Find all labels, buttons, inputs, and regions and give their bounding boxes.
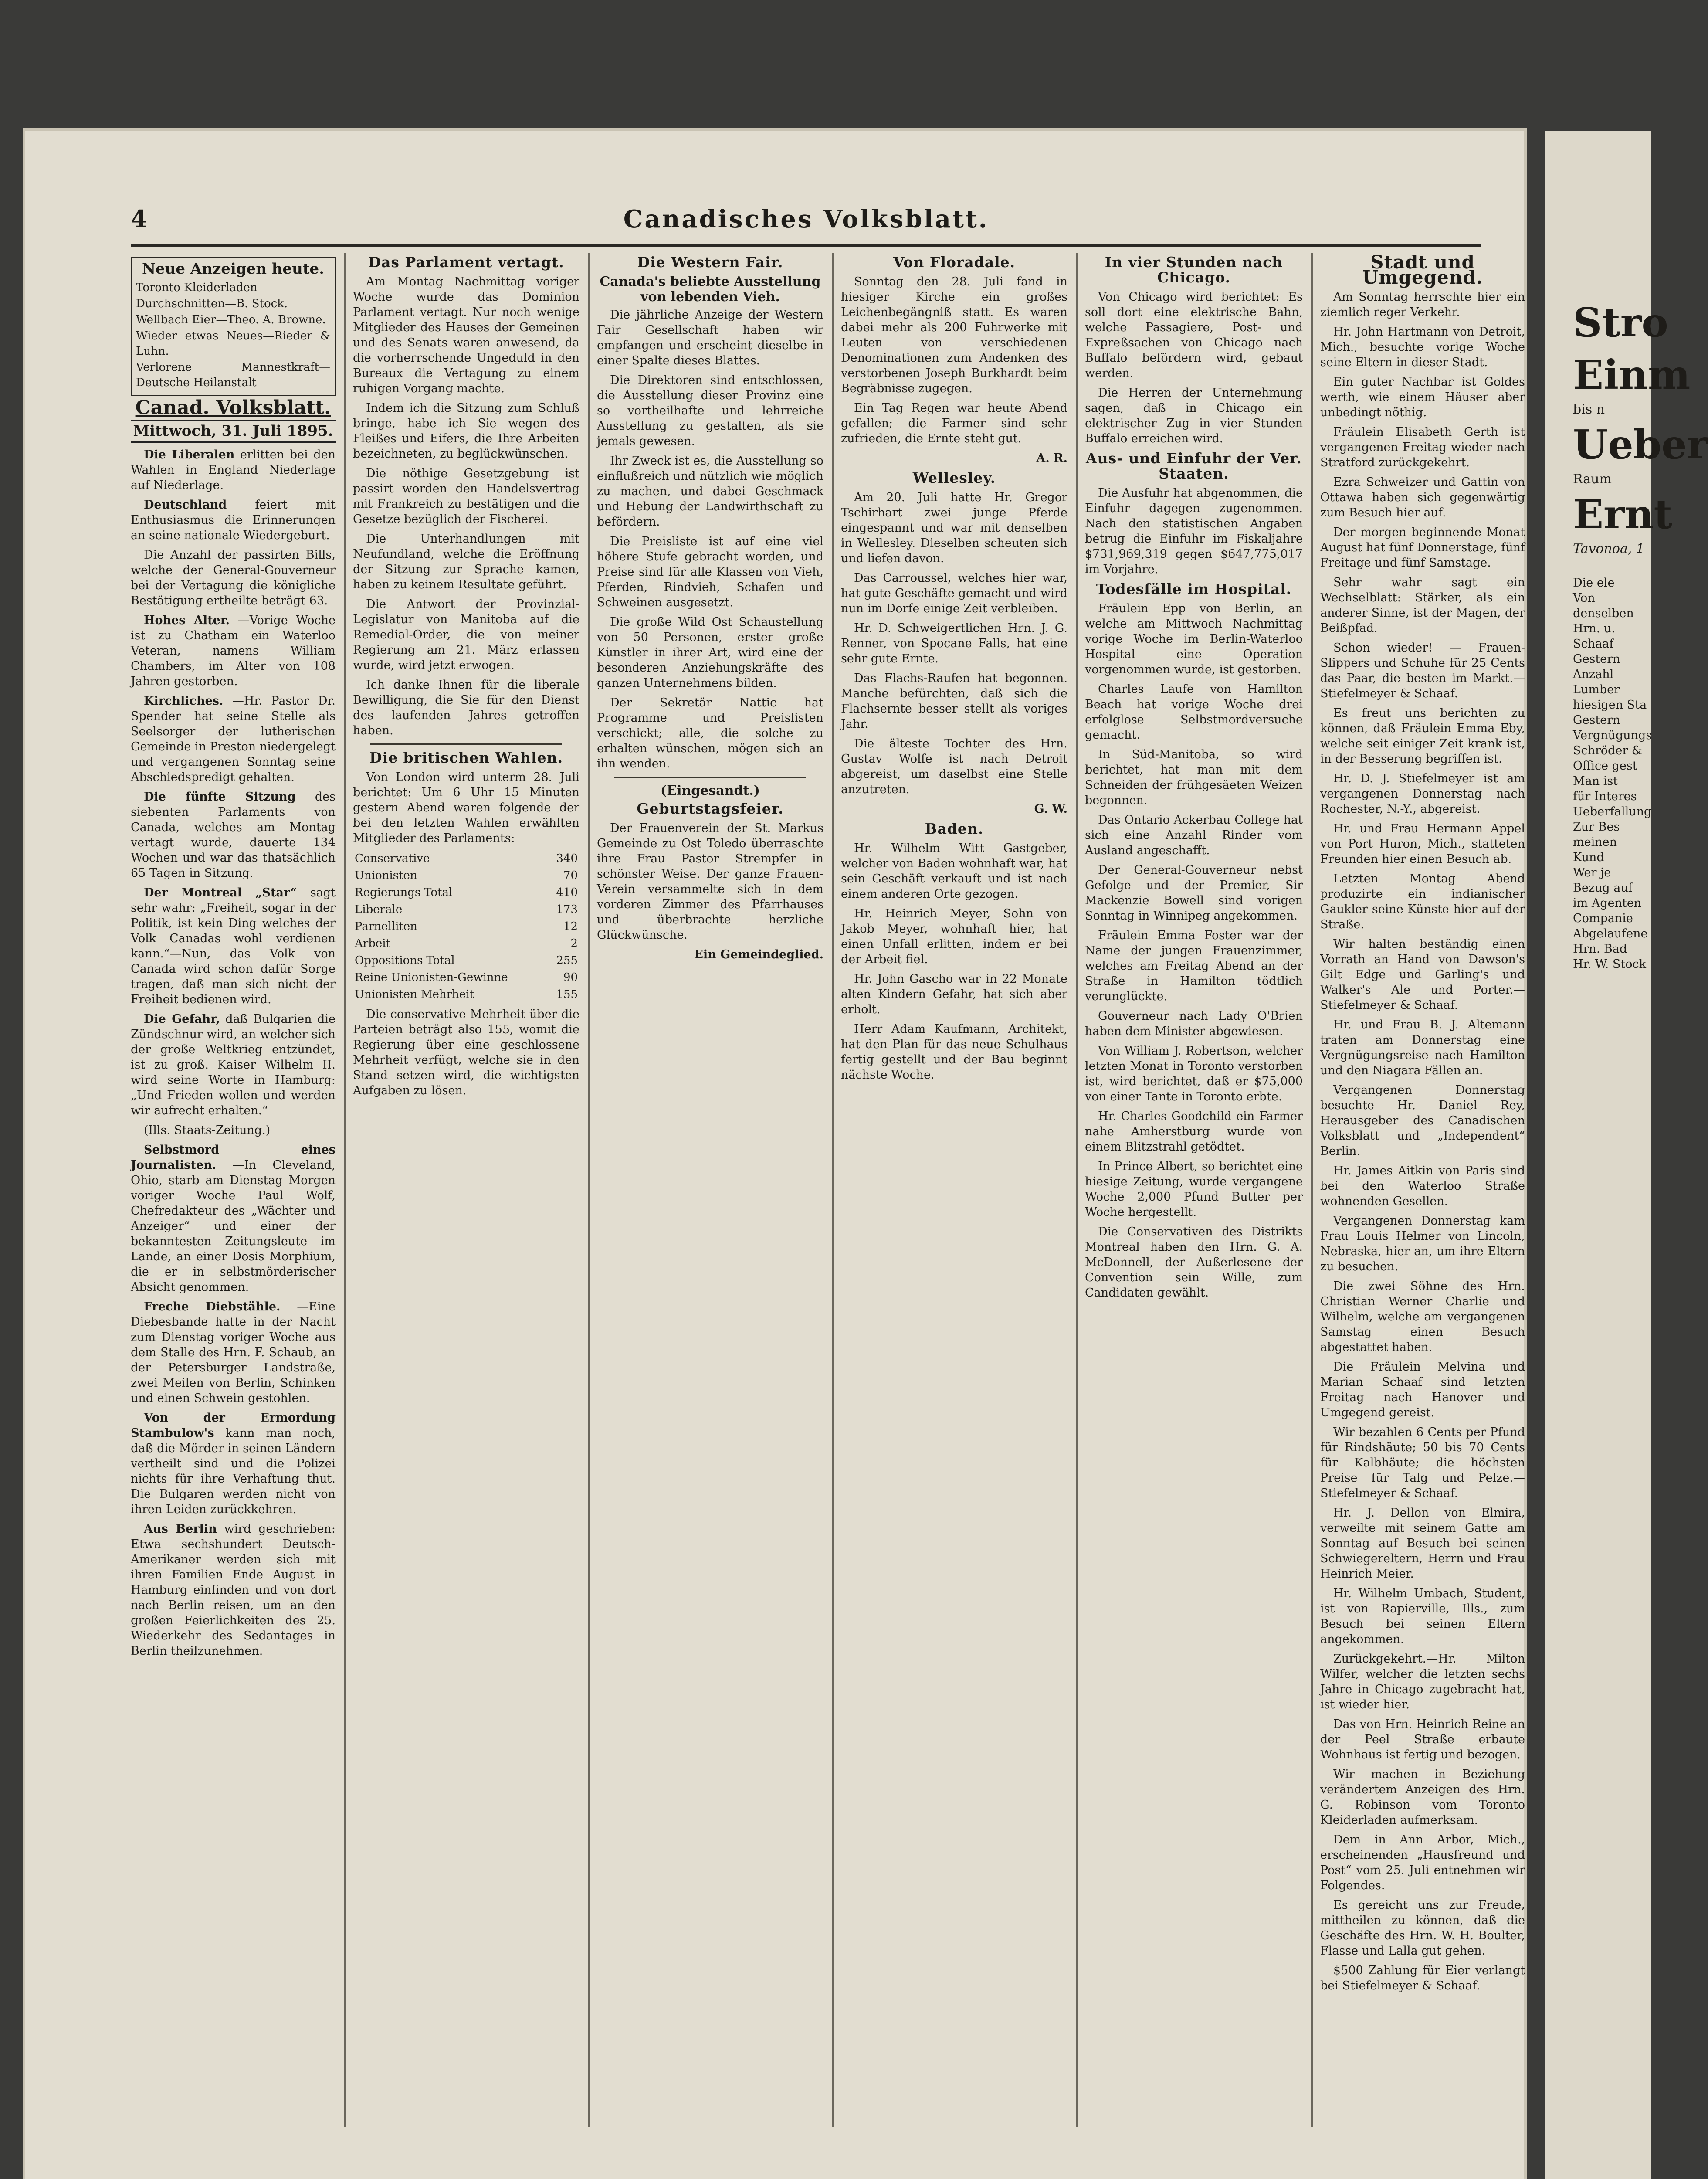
- adjacent-text-fragment: Hrn. u. Schaaf: [1573, 622, 1615, 651]
- hospital-paragraph: Der General-Gouverneur nebst Gefolge und der Premier, Sir Mackenzie Bowell sind vorigen Sonntag in Winnipeg angekommen.: [1085, 863, 1303, 923]
- column-5: [1085, 253, 1303, 2127]
- new-ad-entry: Toronto Kleiderladen—: [136, 281, 269, 294]
- seat-count: 155: [556, 988, 578, 1001]
- result-row: [353, 867, 580, 884]
- adjacent-text-fragment: Wer je: [1573, 866, 1611, 879]
- news-item: [131, 1142, 336, 1295]
- news-item: [131, 789, 336, 881]
- parliament-paragraph: Am Montag Nachmittag voriger Woche wurde das Dominion Parlament vertagt. Nur noch wenige Mitglieder des Hauses der Gemeinen und des Senats waren anwesend, da die vorherrschende Ungeduld in den Bureaux die Vertagung zu einem ruhigen Vorgang machte.: [353, 275, 580, 395]
- news-item-text: des siebenten Parlaments von Canada, welches am Montag vertagt wurde, dauerte 134 Wochen und war das thatsächlich 65 Tagen in Sitzung.: [131, 790, 336, 880]
- column-divider: [1076, 253, 1078, 2127]
- local-news-item: Die zwei Söhne des Hrn. Christian Werner Charlie und Wilhelm, welche am vergangenen Samstag einen Besuch abgestattet haben.: [1320, 1280, 1525, 1354]
- adjacent-text-fragment: Schröder &: [1573, 744, 1642, 757]
- local-news-item: Vergangenen Donnerstag besuchte Hr. Daniel Rey, Herausgeber des Canadischen Volksblatt und „Independent“ Berlin.: [1320, 1083, 1525, 1158]
- masthead-rule: [131, 244, 1481, 247]
- adjacent-text-fragment: Hr. W. Stock: [1573, 957, 1646, 971]
- chicago-paragraph: Von Chicago wird berichtet: Es soll dort eine elektrische Bahn, welche Passagiere, Post- und Expreßsachen von Chicago nach Buffalo befördern wird, gebaut werden.: [1085, 290, 1303, 380]
- wellesley-paragraph: Die älteste Tochter des Hrn. Gustav Wolfe ist nach Detroit abgereist, um daselbst eine Stelle anzutreten.: [841, 737, 1068, 796]
- column-2: [353, 253, 580, 2127]
- column-1: [131, 253, 336, 2127]
- column-divider: [1312, 253, 1313, 2127]
- local-news-item: Fräulein Elisabeth Gerth ist vergangenen Freitag wieder nach Stratford zurückgekehrt.: [1320, 425, 1525, 469]
- local-news-item: Das von Hrn. Heinrich Reine an der Peel Straße erbaute Wohnhaus ist fertig und bezogen.: [1320, 1717, 1525, 1762]
- local-news-item: Ezra Schweizer und Gattin von Ottawa haben sich gegenwärtig zum Besuch hier auf.: [1320, 475, 1525, 519]
- news-item-text: wird geschrieben: Etwa sechshundert Deutsch-Amerikaner werden sich mit ihren Familien Ende August in Hamburg einfinden und von dort nach Berlin reisen, um an den großen Feierlichkeiten des 25. Wiederkehr des Sedantages in Berlin theilzunehmen.: [131, 1522, 336, 1658]
- news-item-text: sagt sehr wahr: „Freiheit, sogar in der Politik, ist kein Ding welches der Volk Canadas wohl verdienen kann.“—Nun, das Volk von Canada wird schon dafür Sorge tragen, daß man sich nicht der Freiheit bedienen wird.: [131, 886, 336, 1006]
- chicago-headline: In vier Stunden nach Chicago.: [1105, 254, 1283, 286]
- elections-closing: Die conservative Mehrheit über die Parteien beträgt also 155, womit die Regierung über eine geschlossene Mehrheit verfügt, welche sie in den Stand setzen wird, die wichtigsten Aufgaben zu lösen.: [353, 1008, 580, 1097]
- news-item-lead: Die Gefahr,: [144, 1012, 220, 1026]
- adjacent-text-fragment: Anzahl Lumber: [1573, 668, 1620, 696]
- hospital-paragraph: Hr. Charles Goodchild ein Farmer nahe Amherstburg wurde von einem Blitzstrahl getödtet.: [1085, 1110, 1303, 1154]
- wellesley-paragraph: Am 20. Juli hatte Hr. Gregor Tschirhart zwei junge Pferde eingespannt und war mit denselben in Wellesley. Dieselben scheuten sich und liefen davon.: [841, 491, 1068, 565]
- wellesley-paragraph: Das Carroussel, welches hier war, hat gute Geschäfte gemacht und wird nun im Dorfe einige Zeit verbleiben.: [841, 571, 1068, 615]
- floradale-headline: Von Floradale.: [893, 254, 1016, 271]
- adjacent-text-fragment: Bezug auf: [1573, 881, 1633, 895]
- news-item-lead: Die Liberalen: [144, 448, 235, 462]
- result-row: [353, 986, 580, 1003]
- adjacent-text-fragment: Abgelaufene: [1573, 927, 1648, 940]
- news-item-text: (Ills. Staats-Zeitung.): [144, 1123, 271, 1137]
- paper-title: Canadisches Volksblatt.: [623, 205, 989, 234]
- adjacent-text-fragment: Gestern: [1573, 652, 1620, 666]
- news-item-text: —Vorige Woche ist zu Chatham ein Waterloo Veteran, namens William Chambers, im Alter von 108 Jahren gestorben.: [131, 614, 336, 688]
- birthday-signoff: Ein Gemeindeglied.: [694, 948, 824, 961]
- local-news-item: Der morgen beginnende Monat August hat fünf Donnerstage, fünf Freitage und fünf Samstage.: [1320, 526, 1525, 570]
- elections-headline: Die britischen Wahlen.: [369, 749, 563, 766]
- news-item: [131, 693, 336, 785]
- parliament-paragraph: Die Antwort der Provinzial-Legislatur von Manitoba auf die Remedial-Order, die von meiner Regierung am 21. März erlassen wurde, wird jetzt erwogen.: [353, 597, 580, 672]
- result-row: [353, 969, 580, 986]
- chicago-paragraph: Die Herren der Unternehmung sagen, daß in Chicago ein elektrischer Zug in vier Stunden Buffalo erreichen wird.: [1085, 386, 1303, 445]
- adjacent-headline-5: Raum: [1573, 472, 1612, 487]
- news-item: [131, 885, 336, 1007]
- local-news-headline: Stadt und Umgegend.: [1362, 251, 1483, 288]
- news-item-lead: Von der Ermordung Stambulow's: [131, 1411, 336, 1440]
- news-item: [131, 497, 336, 543]
- seat-count: 173: [556, 903, 578, 916]
- wellesley-paragraph: Das Flachs-Raufen hat begonnen. Manche befürchten, daß sich die Flachsernte besser stellt als voriges Jahr.: [841, 672, 1068, 731]
- new-ad-entry: Verlorene Mannestkraft—Deutsche Heilanstalt: [136, 361, 330, 389]
- fair-paragraph: Die jährliche Anzeige der Western Fair Gesellschaft haben wir empfangen und erscheint dieselbe in einer Spalte dieses Blattes.: [597, 308, 824, 367]
- column-4: [841, 253, 1068, 2127]
- local-news-item: Am Sonntag herrschte hier ein ziemlich reger Verkehr.: [1320, 290, 1525, 319]
- seat-count: 410: [556, 886, 578, 899]
- volksblatt-nameplate: Canad. Volksblatt.: [135, 397, 331, 419]
- column-divider: [344, 253, 346, 2127]
- local-news-item: Zurückgekehrt.—Hr. Milton Wilfer, welcher die letzten sechs Jahre in Chicago zugebracht hat, ist wieder hier.: [1320, 1652, 1525, 1711]
- local-news-item: Hr. und Frau B. J. Altemann traten am Donnerstag eine Vergnügungsreise nach Hamilton und den Niagara Fällen an.: [1320, 1018, 1525, 1077]
- western-fair-headline: Die Western Fair.: [637, 254, 783, 271]
- adjacent-text-fragment: Companie: [1573, 912, 1633, 925]
- baden-paragraph: Hr. Wilhelm Witt Gastgeber, welcher von Baden wohnhaft war, hat sein Geschäft verkauft und ist nach einem anderen Orte gezogen.: [841, 842, 1068, 901]
- hospital-paragraph: Gouverneur nach Lady O'Brien haben dem Minister abgewiesen.: [1085, 1009, 1303, 1038]
- adjacent-headline-2: Einm: [1573, 351, 1691, 398]
- seat-count: 2: [570, 937, 578, 950]
- parliament-headline: Das Parlament vertagt.: [368, 254, 564, 271]
- adjacent-headline-1: Stro: [1573, 299, 1668, 346]
- local-news-item: Es gereicht uns zur Freude, mittheilen zu können, daß die Geschäfte des Hrn. W. H. Boulter, Flasse und Lalla gut gehen.: [1320, 1898, 1525, 1958]
- adjacent-headline-4: Ueber: [1573, 421, 1708, 468]
- news-item-lead: Deutschland: [144, 498, 227, 512]
- local-news-item: Ein guter Nachbar ist Goldes werth, wie einem Häuser aber unbedingt nöthig.: [1320, 375, 1525, 419]
- trade-text: Die Ausfuhr hat abgenommen, die Einfuhr dagegen zugenommen. Nach den statistischen Angaben betrug die Einfuhr im Fiskaljahre $731,969,319 gegen $647,775,017 im Vorjahre.: [1085, 486, 1303, 576]
- hospital-paragraph: Das Ontario Ackerbau College hat sich eine Anzahl Rinder vom Ausland angeschafft.: [1085, 813, 1303, 857]
- news-item-text: —Hr. Pastor Dr. Spender hat seine Stelle als Seelsorger der lutherischen Gemeinde in Preston niedergelegt und vergangenen Sonntag seine Abschiedspredigt gehalten.: [131, 694, 336, 784]
- result-row: [353, 935, 580, 952]
- party-name: Unionisten: [355, 869, 417, 882]
- adjacent-text-fragment: Die ele: [1573, 576, 1615, 590]
- news-item-lead: Aus Berlin: [144, 1522, 217, 1536]
- column-divider: [588, 253, 590, 2127]
- seat-count: 340: [556, 852, 578, 865]
- news-item: [131, 1410, 336, 1517]
- adjacent-text-fragment: Zur Bes: [1573, 820, 1620, 834]
- page-number: 4: [131, 205, 147, 233]
- local-news-item: $500 Zahlung für Eier verlangt bei Stiefelmeyer & Schaaf.: [1320, 1964, 1525, 1992]
- news-item-lead: Die fünfte Sitzung: [144, 790, 296, 804]
- baden-paragraph: Herr Adam Kaufmann, Architekt, hat den Plan für das neue Schulhaus fertig gestellt und der Bau beginnt nächste Woche.: [841, 1022, 1068, 1082]
- seat-count: 70: [563, 869, 578, 882]
- new-ad-entry: Wieder etwas Neues—Rieder & Luhn.: [136, 329, 330, 358]
- news-item-lead: Der Montreal „Star“: [144, 886, 297, 899]
- submitted-label: (Eingesandt.): [661, 783, 760, 798]
- masthead: [131, 205, 1481, 240]
- election-results-table: [353, 850, 580, 1003]
- adjacent-text-fragment: für Interes: [1573, 790, 1637, 803]
- fair-paragraph: Die große Wild Ost Schaustellung von 50 Personen, erster große Künstler in ihrer Art, wird eine der besonderen Anziehungskräfte des ganzen Unternehmens bilden.: [597, 615, 824, 690]
- adjacent-text-fragment: Von denselben: [1573, 591, 1634, 620]
- hospital-paragraph: In Süd-Manitoba, so wird berichtet, hat man mit dem Schneiden der frühgesäeten Weizen begonnen.: [1085, 748, 1303, 807]
- adjacent-text-fragment: meinen Kund: [1573, 835, 1617, 864]
- result-row: [353, 901, 580, 918]
- news-item: [131, 613, 336, 689]
- local-news-item: Hr. und Frau Hermann Appel von Port Huron, Mich., statteten Freunden hier einen Besuch ab.: [1320, 822, 1525, 866]
- news-item-lead: Freche Diebstähle.: [144, 1300, 281, 1314]
- local-news-item: Hr. D. J. Stiefelmeyer ist am vergangenen Donnerstag nach Rochester, N.-Y., abgereist.: [1320, 772, 1525, 816]
- section-rule: [370, 743, 562, 745]
- party-name: Reine Unionisten-Gewinne: [355, 971, 508, 984]
- parliament-paragraph: Indem ich die Sitzung zum Schluß bringe, habe ich Sie wegen des Fleißes und Eifers, die Ihre Arbeiten bezeichneten, zu beglückwünschen.: [353, 401, 580, 461]
- party-name: Parnelliten: [355, 920, 417, 933]
- fair-paragraph: Der Sekretär Nattic hat Programme und Preislisten verschickt; alle, die solche zu erhalten wünschen, mögen sich an ihn wenden.: [597, 696, 824, 770]
- news-item-lead: Selbstmord eines Journalisten.: [131, 1143, 336, 1172]
- party-name: Conservative: [355, 852, 430, 865]
- result-row: [353, 918, 580, 935]
- section-rule: [614, 777, 806, 778]
- new-ad-entry: Wellbach Eier—Theo. A. Browne.: [136, 313, 326, 326]
- local-news-item: Es freut uns berichten zu können, daß Fräulein Emma Eby, welche seit einiger Zeit krank ist, in der Besserung begriffen ist.: [1320, 706, 1525, 766]
- news-item-text: —Eine Diebesbande hatte in der Nacht zum Dienstag voriger Woche aus dem Stalle des Hrn. F. Schaub, an der Petersburger Landstraße, zwei Meilen von Berlin, Schinken und einen Schwein gestohlen.: [131, 1300, 336, 1405]
- local-news-item: Wir bezahlen 6 Cents per Pfund für Rindshäute; 50 bis 70 Cents für Kalbhäute; die höchsten Preise für Talg und Pelze.— Stiefelmeyer & Schaaf.: [1320, 1426, 1525, 1500]
- local-news-item: Hr. J. Dellon von Elmira, verweilte mit seinem Gatte am Sonntag auf Besuch bei seinen Schwiegereltern, Herrn und Frau Heinrich Meier.: [1320, 1506, 1525, 1581]
- issue-dateline: Mittwoch, 31. Juli 1895.: [131, 420, 336, 443]
- new-ad-entry: Durchschnitten—B. Stock.: [136, 297, 288, 310]
- new-ads-title: Neue Anzeigen heute.: [142, 260, 325, 278]
- news-item-text: —In Cleveland, Ohio, starb am Dienstag Morgen voriger Woche Paul Wolf, Chefredakteur des „Wächter und Anzeiger“ und einer der bekanntesten Zeitungsleute im Lande, an einer Dosis Morphium, die er in selbstmörderischer Absicht genommen.: [131, 1158, 336, 1294]
- adjacent-text-fragment: im Agenten: [1573, 896, 1642, 910]
- baden-paragraph: Hr. Heinrich Meyer, Sohn von Jakob Meyer, wohnhaft hier, hat einen Unfall erlitten, indem er bei der Arbeit fiel.: [841, 907, 1068, 966]
- adjacent-text-fragment: hiesigen Sta: [1573, 698, 1647, 712]
- news-item-lead: Kirchliches.: [144, 694, 224, 708]
- hospital-paragraph: Charles Laufe von Hamilton Beach hat vorige Woche drei erfolglose Selbstmordversuche gemacht.: [1085, 682, 1303, 742]
- adjacent-text-fragment: Man ist: [1573, 774, 1618, 788]
- elections-intro: Von London wird unterm 28. Juli berichtet: Um 6 Uhr 15 Minuten gestern Abend waren folgende der bei den letzten Wahlen erwählten Mitglieder des Parlaments:: [353, 770, 580, 845]
- parliament-paragraph: Ich danke Ihnen für die liberale Bewilligung, die Sie für den Dienst des laufenden Jahres getroffen haben.: [353, 678, 580, 737]
- hospital-paragraph: Von William J. Robertson, welcher letzten Monat in Toronto verstorben ist, wird berichtet, daß er $75,000 von einer Tante in Toronto erbte.: [1085, 1044, 1303, 1103]
- news-item-text: daß Bulgarien die Zündschnur wird, an welcher sich der große Weltkrieg entzündet, ist zu groß. Kaiser Wilhelm II. wird seine Worte in Hamburg: „Und Frieden wollen und werden wir aufrecht erhalten.“: [131, 1012, 336, 1117]
- local-news-item: Vergangenen Donnerstag kam Frau Louis Helmer von Lincoln, Nebraska, hier an, um ihre Eltern zu besuchen.: [1320, 1214, 1525, 1273]
- baden-paragraph: Hr. John Gascho war in 22 Monate alten Kindern Gefahr, hat sich aber erholt.: [841, 972, 1068, 1016]
- news-item: [131, 1011, 336, 1118]
- hospital-headline: Todesfälle im Hospital.: [1096, 580, 1292, 597]
- birthday-headline: Geburtstagsfeier.: [637, 800, 784, 817]
- parliament-paragraph: Die nöthige Gesetzgebung ist passirt worden den Handelsvertrag mit Frankreich zu bestätigen und die Gesetze bezüglich der Fischerei.: [353, 467, 580, 526]
- result-row: [353, 952, 580, 969]
- party-name: Unionisten Mehrheit: [355, 988, 474, 1001]
- adjacent-headline-3: bis n: [1573, 402, 1605, 417]
- news-item-text: Die Anzahl der passirten Bills, welche der General-Gouverneur bei der Vertagung die königliche Bestätigung ertheilte beträgt 63.: [131, 548, 336, 608]
- local-news-item: Wir machen in Beziehung verändertem Anzeigen des Hrn. G. Robinson vom Toronto Kleiderladen aufmerksam.: [1320, 1768, 1525, 1827]
- adjacent-text-fragment: Office gest: [1573, 759, 1637, 773]
- adjacent-headline-6: Ernt: [1573, 491, 1672, 538]
- result-row: [353, 884, 580, 901]
- news-item: [131, 1299, 336, 1406]
- seat-count: 12: [563, 920, 578, 933]
- fair-paragraph: Die Preisliste ist auf eine viel höhere Stufe gebracht worden, und Preise sind für alle Klassen von Vieh, Pferden, Rindvieh, Schafen und Schweinen ausgesetzt.: [597, 535, 824, 609]
- local-news-item: Letzten Montag Abend produzirte ein indianischer Gaukler seine Künste hier auf der Straße.: [1320, 872, 1525, 931]
- hospital-paragraph: Die Conservativen des Distrikts Montreal haben den Hrn. G. A. McDonnell, der Außerlesene der Convention sein Wille, zum Candidaten gewählt.: [1085, 1225, 1303, 1300]
- party-name: Arbeit: [355, 937, 390, 950]
- adjacent-text-fragment: Gestern: [1573, 713, 1620, 727]
- column-6: [1320, 253, 1525, 2127]
- column-divider: [832, 253, 834, 2127]
- news-item-text: erlitten bei den Wahlen in England Niederlage auf Niederlage.: [131, 448, 336, 492]
- local-news-item: Hr. John Hartmann von Detroit, Mich., besuchte vorige Woche seine Eltern in dieser Stadt.: [1320, 325, 1525, 369]
- local-news-item: Wir halten beständig einen Vorrath an Hand von Dawson's Gilt Edge und Garling's und Walker's Ale und Porter.— Stiefelmeyer & Schaaf.: [1320, 937, 1525, 1012]
- party-name: Regierungs-Total: [355, 886, 453, 899]
- result-row: [353, 850, 580, 867]
- birthday-text: Der Frauenverein der St. Markus Gemeinde zu Ost Toledo überraschte ihre Frau Pastor Strempfer in schönster Weise. Der ganze Frauen-Verein versammelte sich in dem vorderen Zimmer des Pfarrhauses und überbrachte herzliche Glückwünsche.: [597, 821, 824, 942]
- adjacent-page-headlines: [1573, 296, 1708, 558]
- adjacent-text-fragment: Ueberfallung: [1573, 805, 1652, 818]
- seat-count: 255: [556, 954, 578, 967]
- column-3: [597, 253, 824, 2127]
- baden-headline: Baden.: [925, 820, 984, 837]
- hospital-paragraph: Fräulein Epp von Berlin, an welche am Mittwoch Nachmittag vorige Woche im Berlin-Waterloo Hospital eine Operation vorgenommen wurde, ist gestorben.: [1085, 602, 1303, 676]
- news-item: [131, 447, 336, 493]
- local-news-item: Die Fräulein Melvina und Marian Schaaf sind letzten Freitag nach Hanover und Umgegend gereist.: [1320, 1360, 1525, 1419]
- local-news-item: Schon wieder! — Frauen-Slippers und Schuhe für 25 Cents das Paar, die besten im Markt.— Stiefelmeyer & Schaaf.: [1320, 641, 1525, 700]
- news-item: [131, 547, 336, 608]
- hospital-paragraph: Fräulein Emma Foster war der Name der jungen Frauenzimmer, welches am Freitag Abend an der Straße in Hamilton tödtlich verunglückte.: [1085, 929, 1303, 1003]
- floradale-paragraph: Ein Tag Regen war heute Abend gefallen; die Farmer sind sehr zufrieden, die Ernte steht gut.: [841, 401, 1068, 445]
- floradale-paragraph: Sonntag den 28. Juli fand in hiesiger Kirche ein großes Leichenbegängniß statt. Es waren dabei mehr als 200 Fuhrwerke mit Leuten von verschiedenen Denominationen zum Andenken des verstorbenen Joseph Burkhardt beim Begräbnisse zugegen.: [841, 275, 1068, 395]
- party-name: Oppositions-Total: [355, 954, 455, 967]
- adjacent-text-fragment: Hrn. Bad: [1573, 942, 1627, 956]
- news-item: [131, 1521, 336, 1659]
- local-news-item: Hr. James Aitkin von Paris sind bei den Waterloo Straße wohnenden Gesellen.: [1320, 1164, 1525, 1208]
- adjacent-text-fragment: Vergnügungs: [1573, 729, 1652, 742]
- fair-paragraph: Die Direktoren sind entschlossen, die Ausstellung dieser Provinz eine so vortheilhafte und lehrreiche Ausstellung zu gestalten, als sie jemals gewesen.: [597, 373, 824, 448]
- news-item-text: kann man noch, daß die Mörder in seinen Ländern vertheilt sind und die Polizei nichts für ihre Verhaftung thut. Die Bulgaren werden nicht von ihren Leiden zurückkehren.: [131, 1426, 336, 1516]
- news-item-text: feiert mit Enthusiasmus die Erinnerungen an seine nationale Wiedergeburt.: [131, 498, 336, 542]
- seat-count: 90: [563, 971, 578, 984]
- news-item: [131, 1123, 336, 1138]
- local-news-item: Dem in Ann Arbor, Mich., erscheinenden „Hausfreund und Post“ vom 25. Juli entnehmen wir Folgendes.: [1320, 1833, 1525, 1892]
- news-item-lead: Hohes Alter.: [144, 614, 230, 627]
- wellesley-headline: Wellesley.: [912, 469, 996, 486]
- trade-headline: Aus- und Einfuhr der Ver. Staaten.: [1085, 450, 1302, 482]
- new-ads-box: [131, 257, 336, 396]
- wellesley-signoff: G. W.: [1034, 802, 1068, 816]
- western-fair-subhead: Canada's beliebte Ausstellung von lebenden Vieh.: [600, 274, 821, 305]
- adjacent-page-text: [1573, 575, 1652, 972]
- local-news-item: Hr. Wilhelm Umbach, Student, ist von Rapierville, Ills., zum Besuch bei seinen Eltern angekommen.: [1320, 1587, 1525, 1646]
- local-news-item: Sehr wahr sagt ein Wechselblatt: Stärker, als ein anderer Sinne, ist der Magen, der Beißpfad.: [1320, 576, 1525, 635]
- hospital-paragraph: In Prince Albert, so berichtet eine hiesige Zeitung, wurde vergangene Woche 2,000 Pfund Butter per Woche hergestellt.: [1085, 1160, 1303, 1219]
- adjacent-dateline: Tavonoa, 1: [1573, 541, 1645, 557]
- wellesley-paragraph: Hr. D. Schweigertlichen Hrn. J. G. Renner, von Spocane Falls, hat eine sehr gute Ernte.: [841, 621, 1068, 665]
- fair-paragraph: Ihr Zweck ist es, die Ausstellung so einflußreich und nützlich wie möglich zu machen, und dabei Geschmack und Hebung der Landwirthschaft zu befördern.: [597, 454, 824, 529]
- floradale-signoff: A. R.: [1036, 451, 1068, 465]
- parliament-paragraph: Die Unterhandlungen mit Neufundland, welche die Eröffnung der Sitzung zur Sprache kamen, haben zu keinem Resultate geführt.: [353, 532, 580, 591]
- party-name: Liberale: [355, 903, 403, 916]
